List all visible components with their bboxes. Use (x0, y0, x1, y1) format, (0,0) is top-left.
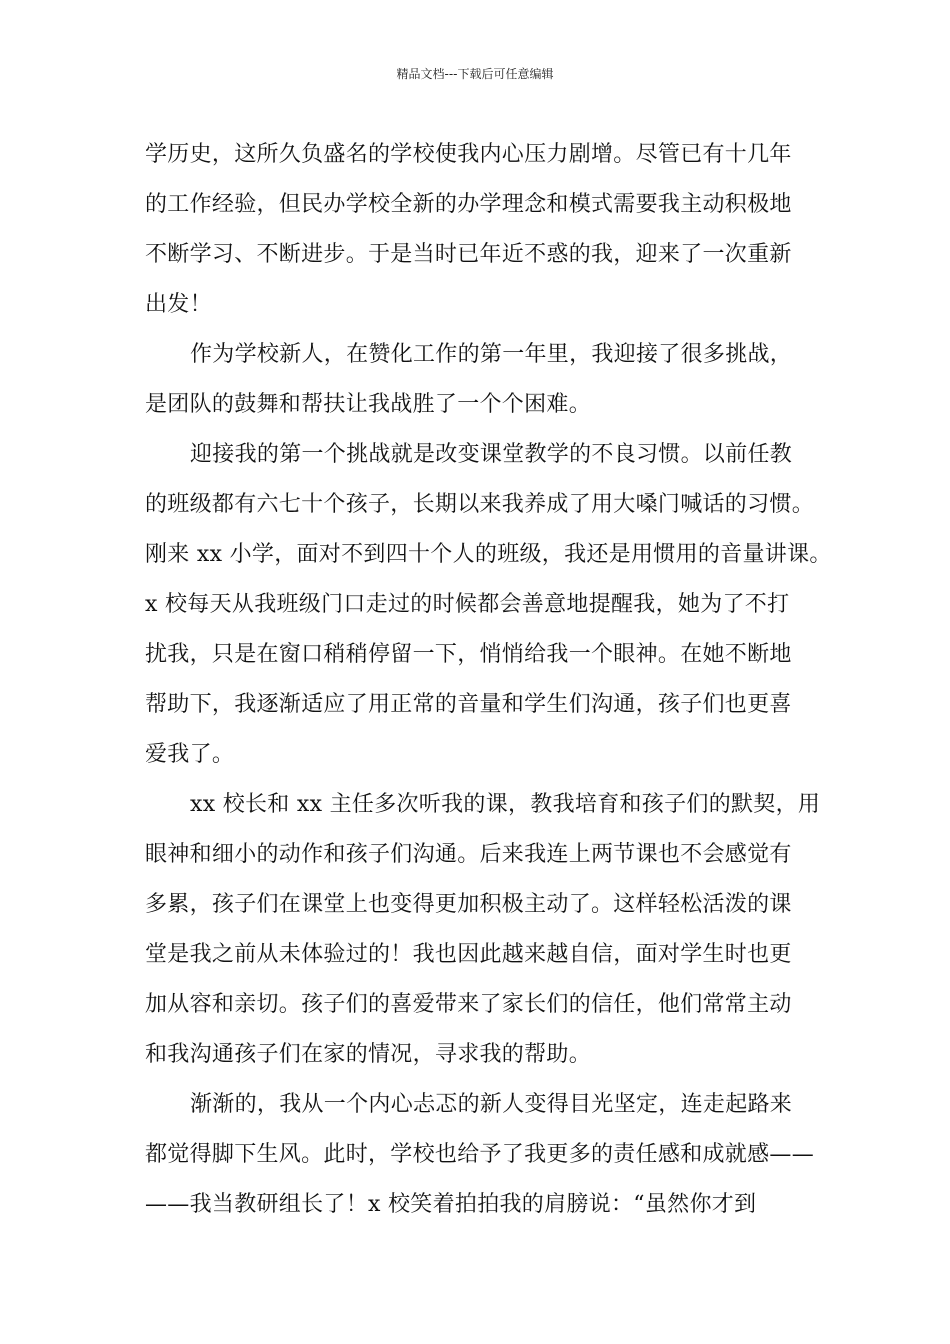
text-line: ——我当教研组长了！x 校笑着拍拍我的肩膀说：“虽然你才到 (145, 1192, 757, 1217)
paragraph-first-line: 渐渐的，我从一个内心忐忑的新人变得目光坚定，连走起路来 (190, 1092, 793, 1117)
text-line: 的工作经验，但民办学校全新的办学理念和模式需要我主动积极地 (145, 192, 792, 217)
text-line: 都觉得脚下生风。此时，学校也给予了我更多的责任感和成就感—— (145, 1142, 815, 1167)
text-line: 爱我了。 (145, 742, 235, 767)
text-line: 多累，孩子们在课堂上也变得更加积极主动了。这样轻松活泼的课 (145, 892, 792, 917)
text-line: 的班级都有六七十个孩子，长期以来我养成了用大嗓门喊话的习惯。 (145, 492, 815, 517)
text-line: 加从容和亲切。孩子们的喜爱带来了家长们的信任，他们常常主动 (145, 992, 792, 1017)
paragraph-first-line: 作为学校新人，在赞化工作的第一年里，我迎接了很多挑战， (190, 342, 793, 367)
text-line: 堂是我之前从未体验过的！我也因此越来越自信，面对学生时也更 (145, 942, 792, 967)
text-line: 帮助下，我逐渐适应了用正常的音量和学生们沟通，孩子们也更喜 (145, 692, 792, 717)
text-line: 学历史，这所久负盛名的学校使我内心压力剧增。尽管已有十几年 (145, 142, 792, 167)
text-line: 扰我，只是在窗口稍稍停留一下，悄悄给我一个眼神。在她不断地 (145, 642, 792, 667)
paragraph-first-line: xx 校长和 xx 主任多次听我的课，教我培育和孩子们的默契，用 (190, 792, 821, 817)
text-line: x 校每天从我班级门口走过的时候都会善意地提醒我，她为了不打 (145, 592, 790, 617)
text-line: 是团队的鼓舞和帮扶让我战胜了一个个困难。 (145, 392, 592, 417)
document-body (145, 130, 832, 1230)
text-line: 眼神和细小的动作和孩子们沟通。后来我连上两节课也不会感觉有 (145, 842, 792, 867)
text-line: 刚来 xx 小学，面对不到四十个人的班级，我还是用惯用的音量讲课。 (145, 542, 832, 567)
text-line: 不断学习、不断进步。于是当时已年近不惑的我，迎来了一次重新 (145, 242, 792, 267)
page-header: 精品文档---下载后可任意编辑 (396, 67, 554, 81)
text-line: 出发！ (145, 292, 212, 317)
text-line: 和我沟通孩子们在家的情况，寻求我的帮助。 (145, 1042, 592, 1067)
paragraph-first-line: 迎接我的第一个挑战就是改变课堂教学的不良习惯。以前任教 (190, 442, 793, 467)
